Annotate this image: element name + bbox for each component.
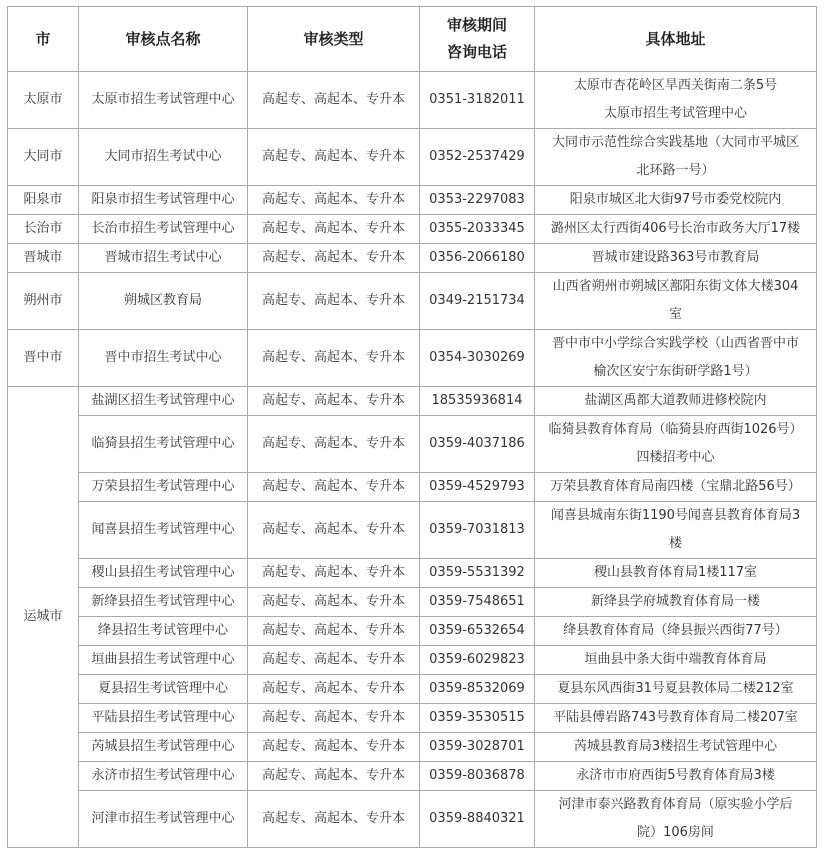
site-cell: 万荣县招生考试管理中心 [79, 473, 248, 502]
address-line2: 北环路一号） [636, 163, 715, 178]
table-row [8, 791, 817, 848]
table-row [8, 704, 817, 733]
city-cell-yuncheng: 运城市 [8, 387, 79, 848]
table-row [8, 129, 817, 186]
address-cell [535, 473, 817, 502]
type-cell: 高起专、高起本、专升本 [248, 72, 420, 129]
address-line2: 楼 [668, 536, 682, 551]
type-cell: 高起专、高起本、专升本 [248, 416, 420, 473]
table-row [8, 588, 817, 617]
phone-cell: 0359-7031813 [420, 502, 535, 559]
type-cell: 高起专、高起本、专升本 [248, 502, 420, 559]
phone-cell: 0359-6532654 [420, 617, 535, 646]
city-cell: 长治市 [8, 215, 79, 244]
table-row [8, 502, 817, 559]
site-cell: 永济市招生考试管理中心 [79, 762, 248, 791]
address-line1: 大同市示范性综合实践基地（大同市平城区 [551, 135, 799, 150]
type-cell: 高起专、高起本、专升本 [248, 387, 420, 416]
address-line2: 四楼招考中心 [636, 450, 715, 465]
phone-cell: 0354-3030269 [420, 330, 535, 387]
phone-cell: 18535936814 [420, 387, 535, 416]
address-cell [535, 215, 817, 244]
type-cell: 高起专、高起本、专升本 [248, 559, 420, 588]
address-cell [535, 646, 817, 675]
type-cell: 高起专、高起本、专升本 [248, 330, 420, 387]
table-row [8, 646, 817, 675]
type-cell: 高起专、高起本、专升本 [248, 762, 420, 791]
type-cell: 高起专、高起本、专升本 [248, 186, 420, 215]
address-cell [535, 186, 817, 215]
table-row [8, 617, 817, 646]
type-cell: 高起专、高起本、专升本 [248, 129, 420, 186]
phone-cell: 0359-3530515 [420, 704, 535, 733]
phone-cell: 0359-6029823 [420, 646, 535, 675]
table-row [8, 215, 817, 244]
phone-cell: 0359-7548651 [420, 588, 535, 617]
table-row [8, 559, 817, 588]
address-line1: 晋城市建设路363号市教育局 [591, 250, 760, 265]
city-cell: 阳泉市 [8, 186, 79, 215]
site-cell: 阳泉市招生考试管理中心 [79, 186, 248, 215]
site-cell: 稷山县招生考试管理中心 [79, 559, 248, 588]
site-cell: 长治市招生考试管理中心 [79, 215, 248, 244]
type-cell: 高起专、高起本、专升本 [248, 675, 420, 704]
site-cell: 平陆县招生考试管理中心 [79, 704, 248, 733]
city-cell: 晋城市 [8, 244, 79, 273]
header-type: 审核类型 [248, 7, 420, 72]
site-cell: 朔城区教育局 [79, 273, 248, 330]
address-cell [535, 387, 817, 416]
table-row [8, 675, 817, 704]
type-cell: 高起专、高起本、专升本 [248, 473, 420, 502]
table-row [8, 330, 817, 387]
site-cell: 绛县招生考试管理中心 [79, 617, 248, 646]
address-line1: 夏县东风西街31号夏县教体局二楼212室 [557, 681, 794, 696]
phone-cell: 0359-4529793 [420, 473, 535, 502]
header-phone [420, 7, 535, 72]
address-line1: 阳泉市城区北大街97号市委党校院内 [569, 192, 782, 207]
type-cell: 高起专、高起本、专升本 [248, 273, 420, 330]
phone-cell: 0359-4037186 [420, 416, 535, 473]
type-cell: 高起专、高起本、专升本 [248, 733, 420, 762]
address-line1: 芮城县教育局3楼招生考试管理中心 [573, 739, 778, 754]
address-cell [535, 330, 817, 387]
address-line1: 平陆县傅岩路743号教育体育局二楼207室 [553, 710, 798, 725]
address-cell [535, 704, 817, 733]
header-site: 审核点名称 [79, 7, 248, 72]
address-line2: 太原市招生考试管理中心 [603, 106, 747, 121]
address-line1: 永济市市府西街5号教育体育局3楼 [576, 768, 775, 783]
address-cell [535, 129, 817, 186]
site-cell: 盐湖区招生考试管理中心 [79, 387, 248, 416]
address-line1: 垣曲县中条大街中端教育体育局 [584, 652, 767, 667]
table-row [8, 273, 817, 330]
address-line1: 河津市泰兴路教育体育局（原实验小学后 [558, 797, 793, 812]
type-cell: 高起专、高起本、专升本 [248, 646, 420, 675]
site-cell: 太原市招生考试管理中心 [79, 72, 248, 129]
type-cell: 高起专、高起本、专升本 [248, 244, 420, 273]
address-cell [535, 416, 817, 473]
table-row [8, 186, 817, 215]
address-cell [535, 72, 817, 129]
phone-cell: 0353-2297083 [420, 186, 535, 215]
table-row [8, 762, 817, 791]
phone-cell: 0359-3028701 [420, 733, 535, 762]
address-cell [535, 244, 817, 273]
address-line1: 临猗县教育体育局（临猗县府西街1026号） [548, 422, 803, 437]
site-cell: 新绛县招生考试管理中心 [79, 588, 248, 617]
address-cell [535, 791, 817, 848]
site-cell: 河津市招生考试管理中心 [79, 791, 248, 848]
city-cell: 朔州市 [8, 273, 79, 330]
type-cell: 高起专、高起本、专升本 [248, 617, 420, 646]
site-cell: 晋城市招生考试中心 [79, 244, 248, 273]
address-line1: 万荣县教育体育局南四楼（宝鼎北路56号） [550, 479, 801, 494]
type-cell: 高起专、高起本、专升本 [248, 791, 420, 848]
exam-sites-table [7, 6, 817, 848]
site-cell: 芮城县招生考试管理中心 [79, 733, 248, 762]
address-line1: 太原市杏花岭区旱西关街南二条5号 [573, 78, 778, 93]
header-phone-line1: 审核期间 [446, 16, 507, 34]
site-cell: 闻喜县招生考试管理中心 [79, 502, 248, 559]
address-cell [535, 733, 817, 762]
site-cell: 晋中市招生考试中心 [79, 330, 248, 387]
header-address: 具体地址 [535, 7, 817, 72]
address-cell [535, 675, 817, 704]
address-cell [535, 617, 817, 646]
header-phone-line2: 咨询电话 [446, 43, 507, 61]
type-cell: 高起专、高起本、专升本 [248, 588, 420, 617]
phone-cell: 0359-5531392 [420, 559, 535, 588]
header-row [8, 7, 817, 72]
address-line1: 山西省朔州市朔城区鄯阳东街文体大楼304 [552, 279, 799, 294]
address-line1: 绛县教育体育局（绛县振兴西街77号） [563, 623, 788, 638]
address-cell [535, 762, 817, 791]
phone-cell: 0356-2066180 [420, 244, 535, 273]
table-row [8, 473, 817, 502]
type-cell: 高起专、高起本、专升本 [248, 704, 420, 733]
address-line1: 晋中市中小学综合实践学校（山西省晋中市 [551, 336, 799, 351]
site-cell: 大同市招生考试中心 [79, 129, 248, 186]
table-row [8, 244, 817, 273]
city-cell: 大同市 [8, 129, 79, 186]
phone-cell: 0349-2151734 [420, 273, 535, 330]
table-row [8, 733, 817, 762]
city-cell: 晋中市 [8, 330, 79, 387]
phone-cell: 0359-8532069 [420, 675, 535, 704]
address-cell [535, 273, 817, 330]
site-cell: 临猗县招生考试管理中心 [79, 416, 248, 473]
address-cell [535, 502, 817, 559]
type-cell: 高起专、高起本、专升本 [248, 215, 420, 244]
address-line1: 潞州区太行西街406号长治市政务大厅17楼 [550, 221, 801, 236]
site-cell: 夏县招生考试管理中心 [79, 675, 248, 704]
table-row [8, 72, 817, 129]
site-cell: 垣曲县招生考试管理中心 [79, 646, 248, 675]
address-line2: 室 [668, 307, 682, 322]
address-line2: 院）106房间 [637, 825, 714, 840]
phone-cell: 0359-8840321 [420, 791, 535, 848]
address-line1: 稷山县教育体育局1楼117室 [593, 565, 758, 580]
phone-cell: 0352-2537429 [420, 129, 535, 186]
address-line1: 盐湖区禹都大道教师进修校院内 [584, 393, 767, 408]
address-line1: 新绛县学府城教育体育局一楼 [590, 594, 760, 609]
header-city: 市 [8, 7, 79, 72]
table-row [8, 387, 817, 416]
address-cell [535, 559, 817, 588]
address-line1: 闻喜县城南东街1190号闻喜县教育体育局3 [550, 508, 801, 523]
address-line2: 榆次区安宁东街研学路1号） [593, 364, 758, 379]
phone-cell: 0355-2033345 [420, 215, 535, 244]
phone-cell: 0351-3182011 [420, 72, 535, 129]
city-cell: 太原市 [8, 72, 79, 129]
table-row [8, 416, 817, 473]
address-cell [535, 588, 817, 617]
phone-cell: 0359-8036878 [420, 762, 535, 791]
